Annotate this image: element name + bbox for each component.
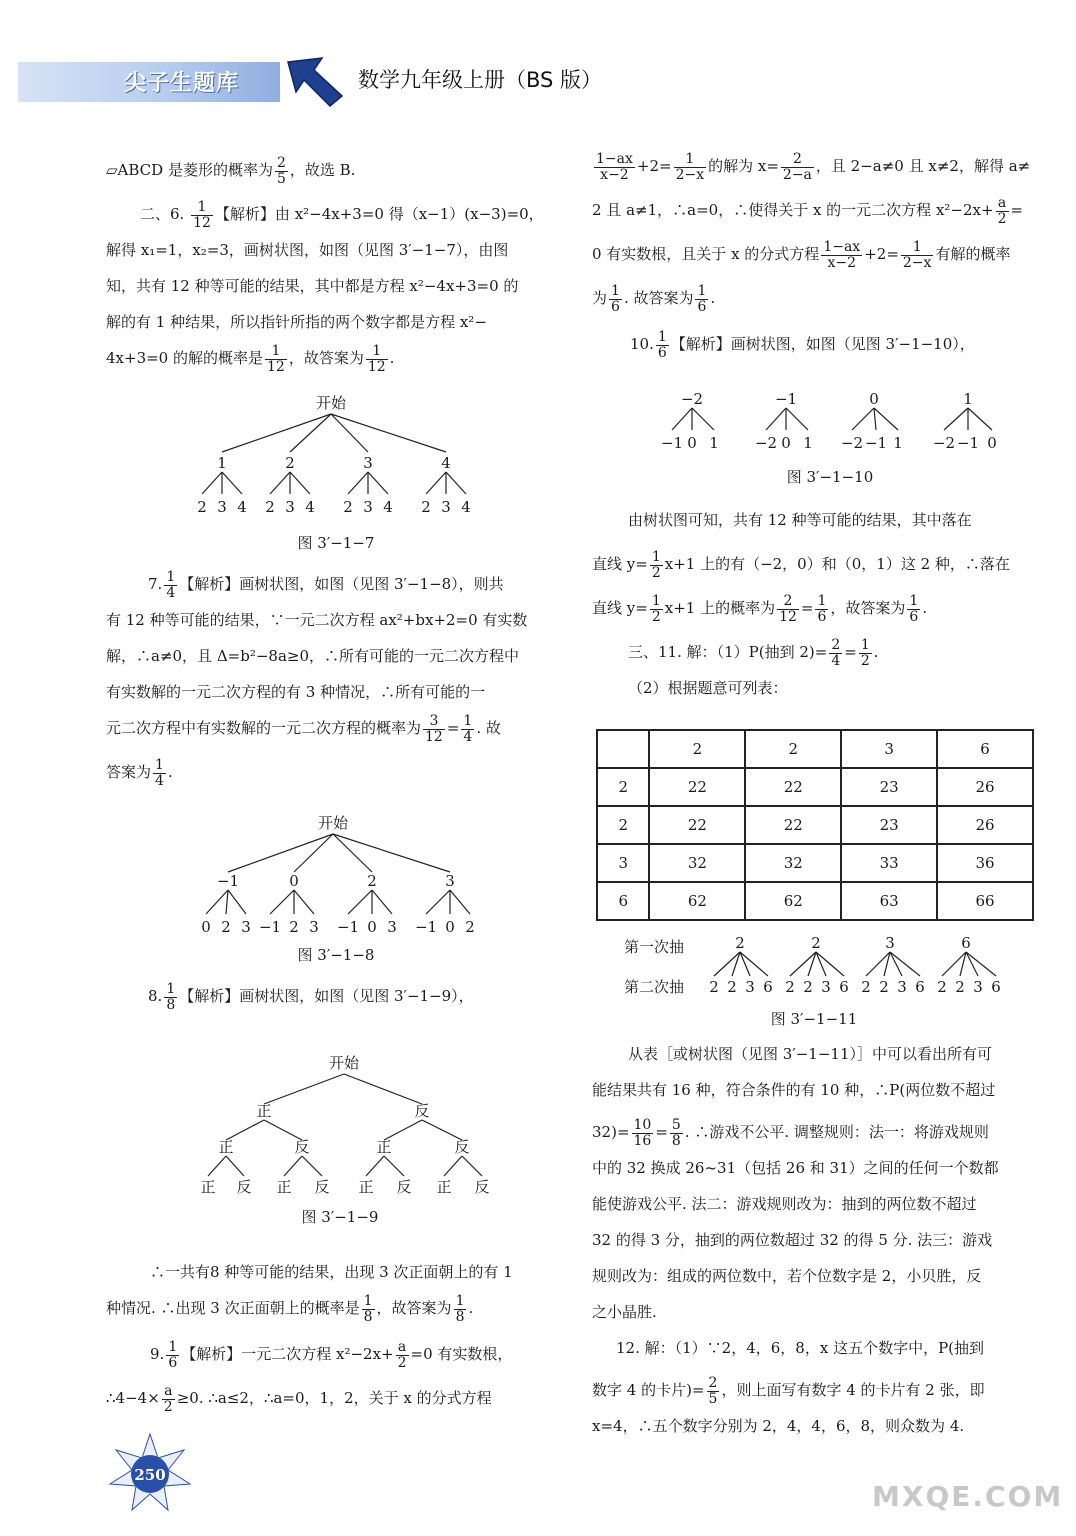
- table-row: [597, 844, 1033, 882]
- tree-leaf: 反: [396, 1178, 412, 1196]
- header-arrow-icon: [284, 56, 344, 108]
- table-cell: 62: [649, 882, 745, 920]
- text-line: ∴4−4× $\frac{a}{2}$ ≥0. ∴a≤2，∴a=0，1，2，关于 x 的分式方程: [106, 1382, 492, 1415]
- table-header-row: [597, 730, 1033, 768]
- table-cell: [597, 730, 649, 768]
- text-line: 规则改为：组成的两位数中，若个位数字是 2，小贝胜，反: [592, 1267, 982, 1285]
- table-cell: 6: [937, 730, 1033, 768]
- tree-node: 0: [289, 872, 299, 890]
- tree-node: 3: [445, 872, 455, 890]
- table-cell: 23: [841, 806, 937, 844]
- tree-leaf: 2: [727, 978, 737, 996]
- tree-leaf: −2: [932, 434, 956, 452]
- fraction: $\frac{1}{12}$: [367, 342, 386, 375]
- text-line: 从表［或树状图（见图 3′−1−11）］中可以看出所有可: [628, 1045, 992, 1063]
- table-cell: 63: [841, 882, 937, 920]
- tree-leaf: 正: [200, 1178, 216, 1196]
- figure-caption: 图 3′−1−8: [297, 946, 375, 964]
- fraction: $\frac{10}{16}$: [633, 1116, 652, 1149]
- text-line: 32)= $\frac{10}{16}$ = $\frac{5}{8}$ . ∴游戏不公平. 调整规则：法一：将游戏规则: [592, 1116, 989, 1149]
- left-column-q7: [106, 566, 566, 790]
- fraction: $\frac{3}{12}$: [425, 712, 443, 745]
- header-title: 数学九年级上册（BS 版）: [358, 68, 603, 92]
- table-cell: 6: [597, 882, 649, 920]
- fraction: $\frac{1}{8}$: [166, 980, 176, 1013]
- table-cell: 62: [745, 882, 841, 920]
- left-column-q8: [106, 978, 566, 1014]
- table-cell: 2: [745, 730, 841, 768]
- text-line: 之小晶胜.: [592, 1303, 657, 1321]
- right-column-top: [592, 148, 1042, 362]
- tree-root: 开始: [315, 394, 347, 412]
- text-line: 12. 解：（1）∵2，4，6，8，x 这五个数字中，P(抽到: [616, 1339, 985, 1357]
- tree-leaf: 4: [461, 498, 471, 516]
- tree-leaf: 反: [474, 1178, 490, 1196]
- fraction: $\frac{1}{6}$: [697, 282, 707, 315]
- table-cell: 3: [841, 730, 937, 768]
- watermark: MXQE.COM: [872, 1480, 1064, 1513]
- tree-node: −1: [216, 872, 240, 890]
- fraction: $\frac{1}{2}$: [651, 592, 661, 625]
- fraction: $\frac{1}{12}$: [193, 198, 211, 231]
- tree-leaf: 4: [383, 498, 393, 516]
- tree-leaf: 1: [803, 434, 813, 452]
- fraction: $\frac{1-ax}{x-2}$: [596, 150, 633, 183]
- tree-leaf: 4: [305, 498, 315, 516]
- table-cell: 2: [597, 806, 649, 844]
- tree-diagram-3-1-11: [620, 932, 1020, 1000]
- tree-leaf: 2: [343, 498, 353, 516]
- tree-diagram-3-1-8: [186, 812, 486, 938]
- fraction: $\frac{1}{2-x}$: [902, 238, 932, 271]
- tree-node: 2: [811, 934, 821, 952]
- tree-leaf: −2: [840, 434, 864, 452]
- tree-leaf: 0: [445, 918, 455, 936]
- tree-leaf: 2: [265, 498, 275, 516]
- tree-leaf: 0: [781, 434, 791, 452]
- tree-node: 正: [256, 1102, 272, 1120]
- tree-node: −1: [774, 390, 798, 408]
- fraction: $\frac{2}{12}$: [779, 592, 797, 625]
- text-line: 8. $\frac{1}{8}$ 【解析】画树状图，如图（见图 3′−1−9），: [148, 980, 474, 1013]
- tree-leaf: 6: [839, 978, 849, 996]
- text-line: 4x+3=0 的解的概率是 $\frac{1}{12}$ ，故答案为 $\frac{1}{12}$ .: [106, 342, 395, 375]
- tree-root: 开始: [328, 1054, 360, 1072]
- text-line: 32 的得 3 分，抽到的两位数超过 32 的得 5 分. 法三：游戏: [592, 1231, 993, 1249]
- text-line: 直线 y= $\frac{1}{2}$ x+1 上的概率为 $\frac{2}{12}$ = $\frac{1}{6}$ ，故答案为 $\frac{1}{6}$ .: [592, 592, 928, 625]
- tree-node: 2: [367, 872, 377, 890]
- table-cell: 66: [937, 882, 1033, 920]
- tree-root: 开始: [317, 814, 349, 832]
- tree-leaf: 2: [197, 498, 207, 516]
- fraction: $\frac{a}{2}$: [397, 1338, 407, 1371]
- tree-leaf: 正: [358, 1178, 374, 1196]
- tree-node: 6: [961, 934, 971, 952]
- text-line: 9. $\frac{1}{6}$ 【解析】一元二次方程 x²−2x+ $\frac{a}{2}$ =0 有实数根，: [150, 1338, 513, 1371]
- fraction: $\frac{1}{12}$: [267, 342, 285, 375]
- fraction: $\frac{1}{2}$: [651, 548, 661, 581]
- fraction: $\frac{1}{2-x}$: [675, 150, 705, 183]
- fraction: $\frac{1}{6}$: [657, 328, 667, 361]
- right-column-q11-text: [592, 1036, 1042, 1444]
- text-line: 有 12 种等可能的结果，∵一元二次方程 ax²+bx+2=0 有实数: [106, 611, 528, 629]
- text-line: 能使游戏公平. 法二：游戏规则改为：抽到的两位数不超过: [592, 1195, 977, 1213]
- fraction: $\frac{a}{2}$: [997, 194, 1007, 227]
- fraction: $\frac{1-ax}{x-2}$: [823, 238, 861, 271]
- table-cell: 36: [937, 844, 1033, 882]
- tree-node: 4: [441, 454, 451, 472]
- tree-leaf: 3: [441, 498, 451, 516]
- table-cell: 22: [649, 806, 745, 844]
- tree-leaf: 2: [785, 978, 795, 996]
- text-line: 7. $\frac{1}{4}$ 【解析】画树状图，如图（见图 3′−1−8），则共: [148, 568, 504, 601]
- table-cell: 22: [649, 768, 745, 806]
- fraction: $\frac{2}{4}$: [831, 636, 841, 669]
- results-table: [596, 729, 1034, 921]
- fraction: $\frac{a}{2}$: [163, 1382, 173, 1415]
- tree-node: 3: [363, 454, 373, 472]
- tree-leaf: −1: [956, 434, 980, 452]
- tree-leaf: 2: [421, 498, 431, 516]
- tree-leaf: 反: [236, 1178, 252, 1196]
- tree-diagram-3-1-10: [656, 390, 1016, 454]
- tree-leaf: 3: [217, 498, 227, 516]
- tree-leaf: 2: [221, 918, 231, 936]
- tree-node: 正: [218, 1138, 234, 1156]
- tree-node: 2: [735, 934, 745, 952]
- tree-leaf: 3: [241, 918, 251, 936]
- figure-caption: 图 3′−1−7: [297, 534, 375, 552]
- tree-leaf: 2: [937, 978, 947, 996]
- left-column-q8-cont: [106, 1254, 566, 1416]
- text-line: 三、11. 解：（1）P(抽到 2)= $\frac{2}{4}$ = $\frac{1}{2}$ .: [628, 636, 879, 669]
- tree-leaf: −1: [414, 918, 438, 936]
- table-cell: 23: [841, 768, 937, 806]
- table-cell: 32: [649, 844, 745, 882]
- tree-node: 0: [869, 390, 879, 408]
- figure-caption: 图 3′−1−11: [770, 1010, 858, 1028]
- text-line: $\frac{1-ax}{x-2}$ +2= $\frac{1}{2-x}$ 的解为 x= $\frac{2}{2-a}$ ，且 2−a≠0 且 x≠2，解得 a≠: [596, 150, 1031, 183]
- text-line: 直线 y= $\frac{1}{2}$ x+1 上的有（−2，0）和（0，1）这 2 种，∴落在: [592, 548, 1010, 581]
- tree-node: 3: [885, 934, 895, 952]
- tree-leaf: 3: [897, 978, 907, 996]
- tree-leaf: 2: [289, 918, 299, 936]
- table-cell: 22: [745, 768, 841, 806]
- text-line: 知，共有 12 种等可能的结果，其中都是方程 x²−4x+3=0 的: [106, 277, 519, 295]
- tree-leaf: −1: [864, 434, 888, 452]
- tree-leaf: 0: [987, 434, 997, 452]
- text-line: ▱ABCD 是菱形的概率为 $\frac{2}{5}$ ，故选 B.: [106, 154, 356, 187]
- table-cell: 33: [841, 844, 937, 882]
- tree-leaf: 3: [309, 918, 319, 936]
- table-cell: 32: [745, 844, 841, 882]
- fraction: $\frac{2}{2-a}$: [782, 150, 812, 183]
- tree-leaf: 3: [387, 918, 397, 936]
- tree-leaf: 6: [763, 978, 773, 996]
- text-line: 为 $\frac{1}{6}$ . 故答案为 $\frac{1}{6}$ .: [592, 282, 716, 315]
- tree-leaf: 3: [363, 498, 373, 516]
- text-line: （2）根据题意可列表：: [628, 679, 788, 697]
- table-cell: 2: [649, 730, 745, 768]
- page-number: 250: [134, 1466, 166, 1484]
- tree-diagram-3-1-7: [180, 390, 490, 520]
- fraction: $\frac{1}{6}$: [909, 592, 919, 625]
- text-line: 中的 32 换成 26~31（包括 26 和 31）之间的任何一个数都: [592, 1159, 999, 1177]
- text-line: 0 有实数根，且关于 x 的分式方程 $\frac{1-ax}{x-2}$ +2= $\frac{1}{2-x}$ 有解的概率: [592, 238, 1011, 271]
- table-cell: 26: [937, 806, 1033, 844]
- fraction: $\frac{1}{6}$: [168, 1338, 178, 1371]
- tree-leaf: 3: [821, 978, 831, 996]
- fraction: $\frac{5}{8}$: [671, 1116, 681, 1149]
- fraction: $\frac{1}{6}$: [817, 592, 827, 625]
- tree-leaf: 0: [687, 434, 697, 452]
- page-number-badge: [108, 1432, 192, 1512]
- tree-node: 1: [963, 390, 973, 408]
- header-brand: 尖子生题库: [124, 71, 240, 96]
- tree-node: 1: [217, 454, 227, 472]
- table-cell: 2: [597, 768, 649, 806]
- table-cell: 22: [745, 806, 841, 844]
- text-line: 种情况. ∴出现 3 次正面朝上的概率是 $\frac{1}{8}$ ，故答案为 $\frac{1}{8}$ .: [106, 1292, 474, 1325]
- text-line: 解的有 1 种结果，所以指针所指的两个数字都是方程 x²−: [106, 313, 487, 331]
- fraction: $\frac{2}{5}$: [276, 154, 286, 187]
- tree-leaf: 3: [285, 498, 295, 516]
- tree-node: 2: [285, 454, 295, 472]
- tree-leaf: −1: [336, 918, 360, 936]
- tree-leaf: 3: [973, 978, 983, 996]
- tree-node: 反: [414, 1102, 430, 1120]
- fraction: $\frac{1}{4}$: [155, 756, 164, 789]
- text-line: 2 且 a≠1，∴a=0，∴使得关于 x 的一元二次方程 x²−2x+ $\frac{a}{2}$ =: [592, 194, 1024, 227]
- text-line: 答案为 $\frac{1}{4}$ .: [106, 756, 173, 789]
- tree-leaf: 2: [803, 978, 813, 996]
- figure-caption: 图 3′−1−9: [301, 1208, 379, 1226]
- tree-leaf: 0: [367, 918, 377, 936]
- tree-leaf: 6: [991, 978, 1001, 996]
- fraction: $\frac{1}{4}$: [463, 712, 473, 745]
- fraction: $\frac{1}{4}$: [166, 568, 176, 601]
- tree-leaf: 2: [709, 978, 719, 996]
- tree-leaf: 3: [745, 978, 755, 996]
- tree-node: −2: [680, 390, 704, 408]
- left-column-top: [106, 152, 566, 376]
- tree-leaf: 反: [314, 1178, 330, 1196]
- tree-node: 反: [454, 1138, 470, 1156]
- fraction: $\frac{2}{5}$: [708, 1374, 718, 1407]
- text-line: 有实数解的一元二次方程的有 3 种情况，∴所有可能的一: [106, 683, 486, 701]
- tree-leaf: 1: [709, 434, 719, 452]
- tree-diagram-3-1-9: [186, 1048, 496, 1198]
- text-line: 元二次方程中有实数解的一元二次方程的概率为 $\frac{3}{12}$ = $\frac{1}{4}$ . 故: [106, 712, 501, 745]
- fraction: $\frac{1}{6}$: [611, 282, 620, 315]
- tree-node: 反: [294, 1138, 310, 1156]
- fraction: $\frac{1}{8}$: [455, 1292, 465, 1325]
- tree-leaf: 2: [465, 918, 475, 936]
- table-row: [597, 806, 1033, 844]
- tree-leaf: 1: [893, 434, 903, 452]
- tree-label: 第一次抽: [624, 938, 685, 956]
- text-line: 由树状图可知，共有 12 种等可能的结果，其中落在: [628, 511, 972, 529]
- text-line: 数字 4 的卡片)= $\frac{2}{5}$ ，则上面写有数字 4 的卡片有 2 张，即: [592, 1374, 985, 1407]
- tree-leaf: 2: [955, 978, 965, 996]
- figure-caption: 图 3′−1−10: [786, 468, 874, 486]
- table-row: [597, 882, 1033, 920]
- text-line: x=4，∴五个数字分别为 2，4，4，6，8，则众数为 4.: [592, 1417, 965, 1435]
- text-line: 能结果共有 16 种，符合条件的有 10 种，∴P(两位数不超过: [592, 1081, 996, 1099]
- tree-leaf: −2: [754, 434, 778, 452]
- tree-leaf: 正: [436, 1178, 452, 1196]
- tree-label: 第二次抽: [624, 978, 685, 996]
- tree-leaf: 2: [879, 978, 889, 996]
- text-line: 解，∴a≠0，且 Δ=b²−8a≥0，∴所有可能的一元二次方程中: [106, 647, 520, 665]
- right-column-q10: [592, 502, 1042, 706]
- tree-leaf: 2: [861, 978, 871, 996]
- table-cell: 26: [937, 768, 1033, 806]
- text-line: 解得 x₁=1，x₂=3，画树状图，如图（见图 3′−1−7），由图: [106, 241, 509, 259]
- tree-leaf: 6: [915, 978, 925, 996]
- tree-leaf: −1: [258, 918, 282, 936]
- table-cell: 3: [597, 844, 649, 882]
- tree-leaf: −1: [660, 434, 684, 452]
- text-line: ∴一共有8 种等可能的结果，出现 3 次正面朝上的有 1: [150, 1263, 513, 1281]
- tree-node: 正: [376, 1138, 392, 1156]
- text-line: 二、6. $\frac{1}{12}$ 【解析】由 x²−4x+3=0 得（x−1）(x−3)=0，: [140, 198, 544, 231]
- fraction: $\frac{1}{8}$: [363, 1292, 373, 1325]
- text-line: 10. $\frac{1}{6}$ 【解析】画树状图，如图（见图 3′−1−10），: [630, 328, 975, 361]
- tree-leaf: 正: [276, 1178, 292, 1196]
- tree-leaf: 0: [201, 918, 211, 936]
- table-row: [597, 768, 1033, 806]
- fraction: $\frac{1}{2}$: [860, 636, 870, 669]
- tree-leaf: 4: [237, 498, 247, 516]
